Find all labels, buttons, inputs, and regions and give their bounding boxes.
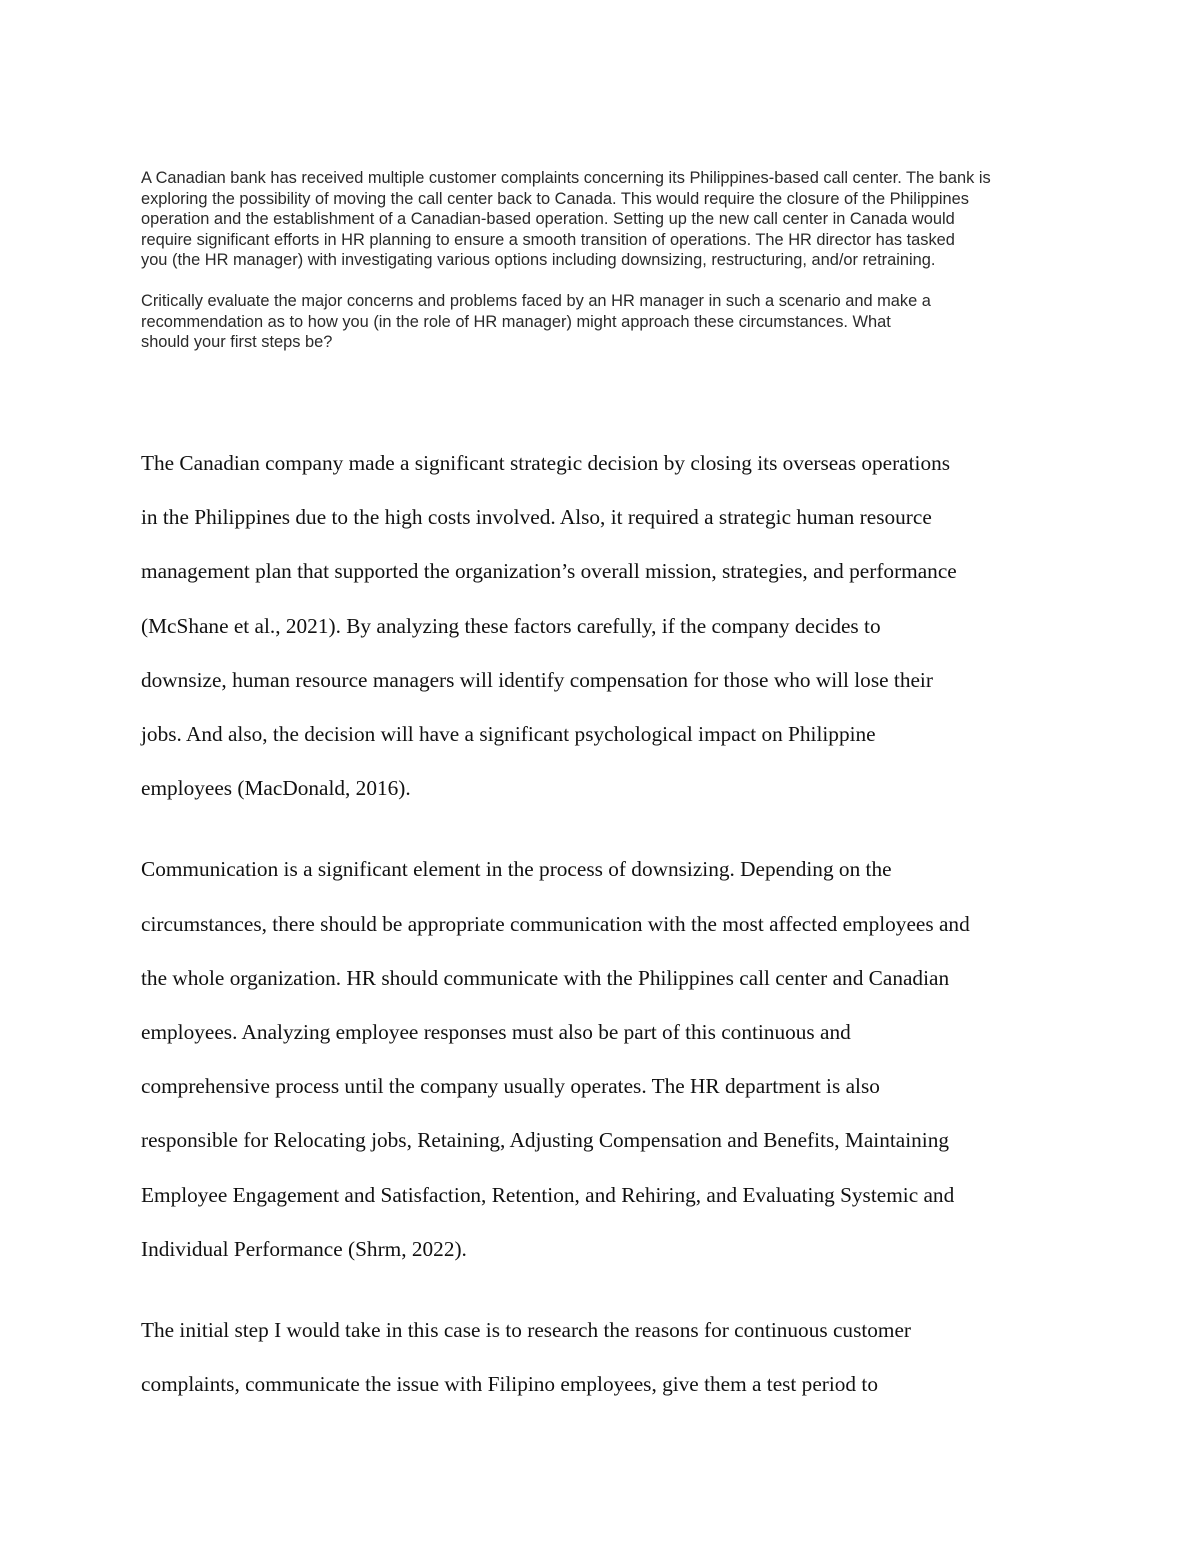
- assignment-prompt: [141, 168, 1071, 373]
- essay-paragraph-1: The Canadian company made a significant strategic decision by closing its overseas operations in the Philippines due to the high costs involved. Also, it required a strategic human resource management plan that supported the organization’s overall mission, strategies, and performance (McShane et al., 2021). By analyzing these factors carefully, if the company decides to downsize, human resource managers will identify compensation for those who will lose their jobs. And also, the decision will have a significant psychological impact on Philippine employees (MacDonald, 2016).: [141, 451, 957, 801]
- essay-paragraph-2: Communication is a significant element in the process of downsizing. Depending on the circumstances, there should be appropriate communication with the most affected employees and the whole organization. HR should communicate with the Philippines call center and Canadian employees. Analyzing employee responses must also be part of this continuous and comprehensive process until the company usually operates. The HR department is also responsible for Relocating jobs, Retaining, Adjusting Compensation and Benefits, Maintaining Employee Engagement and Satisfaction, Retention, and Rehiring, and Evaluating Systemic and Individual Performance (Shrm, 2022).: [141, 857, 970, 1261]
- prompt-paragraph: A Canadian bank has received multiple customer complaints concerning its Philippines-based call center. The bank is exploring the possibility of moving the call center back to Canada. This would require the closure of the Philippines operation and the establishment of a Canadian-based operation. Setting up the new call center in Canada would require significant efforts in HR planning to ensure a smooth transition of operations. The HR director has tasked you (the HR manager) with investigating various options including downsizing, restructuring, and/or retraining.: [141, 169, 991, 270]
- prompt-question: Critically evaluate the major concerns and problems faced by an HR manager in such a scenario and make a recommendation as to how you (in the role of HR manager) might approach these circumstances. What should your first steps be?: [141, 291, 931, 352]
- essay-paragraph-3: The initial step I would take in this case is to research the reasons for continuous customer complaints, communicate the issue with Filipino employees, give them a test period to: [141, 1318, 912, 1397]
- essay-body: [141, 436, 1081, 1438]
